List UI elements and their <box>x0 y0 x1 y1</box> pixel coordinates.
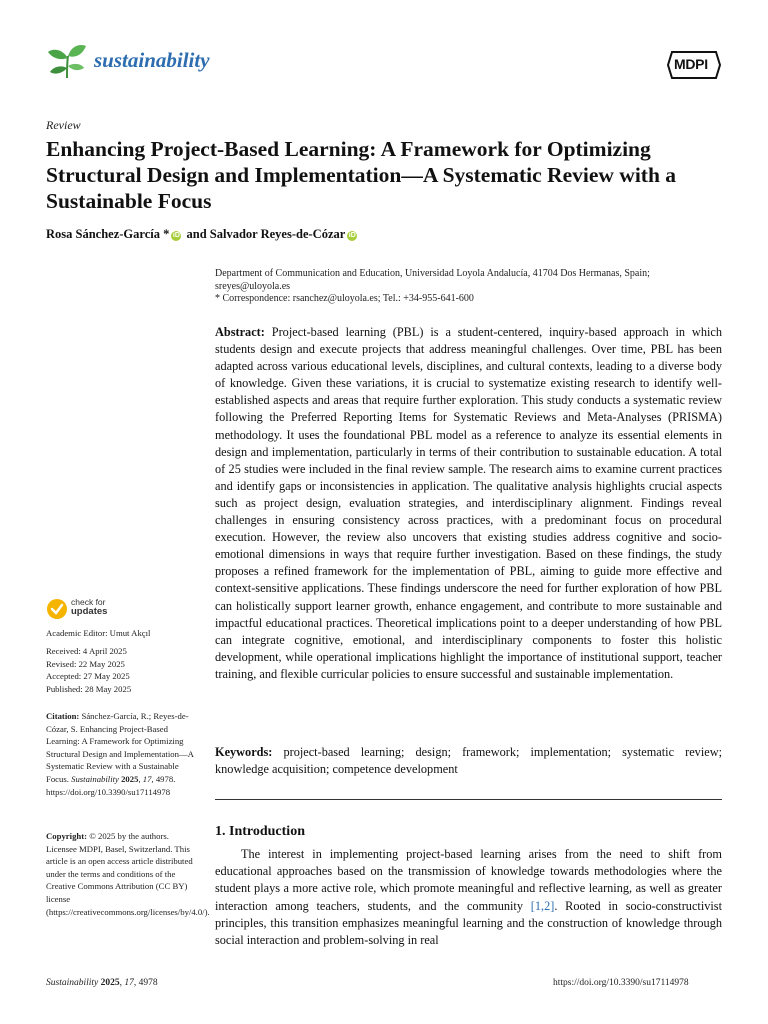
accepted-date: Accepted: 27 May 2025 <box>46 671 130 682</box>
abstract-text: Project-based learning (PBL) is a student-centered, inquiry-based approach in which students design and execute projects that address meaningful challenges. Over time, PBL has been adapted across various educational levels, disciplines, and cultural contexts, leading to a diverse body of knowledge. Given these variations, it is crucial to systematize existing research to identify well-established aspects and areas that require further exploration. This study conducts a systematic review following the Preferred Reporting Items for Systematic Reviews and Meta-Analyses (PRISMA) methodology. It uses the foundational PBL model as a reference to analyze its essential elements in design and implementation, particularly in terms of their contribution to sustainable education. A total of 25 studies were included in the final review sample. The research aims to examine current practices and identify gaps or inconsistencies in application. The qualitative analysis highlights crucial aspects such as project design, evaluation strategies, and interdisciplinary alignment. Findings reveal challenges in ensuring consistency across practices, with a predominant focus on procedural execution. However, the review also uncovers that existing studies address cognitive and socio-emotional dimensions in ways that require further investigation. Based on these findings, the study proposes a refined framework for the implementation of PBL, aiming to guide more effective and context-sensitive applications. These findings underscore the need for further exploration of how PBL can holistically support learner growth, enhance engagement, and contribute to more sustainable and impactful educational practices. Theoretical implications point to a deeper understanding of how PBL can integrate cognitive, emotional, and interdisciplinary components to foster this holistic development, while operational implications highlight the importance of institutional support, teacher training, and flexible curricular policies to ensure successful and sustainable implementation. <box>215 325 722 681</box>
keywords-label: Keywords: <box>215 745 273 759</box>
academic-editor: Academic Editor: Umut Akçıl <box>46 628 151 638</box>
footer-article: , 4978 <box>133 978 158 988</box>
dates-block <box>46 645 196 695</box>
author-name[interactable]: Rosa Sánchez-García * <box>46 227 170 241</box>
citation-journal: Sustainability <box>71 773 119 784</box>
section-heading: 1. Introduction <box>215 824 305 839</box>
keywords-text: project-based learning; design; framework; implementation; systematic review; knowledge acquisition; competence development <box>215 745 722 777</box>
published-date: Published: 28 May 2025 <box>46 683 132 694</box>
body-text: The interest in implementing project-based learning arises from the need to shift from educational approaches based on the transmission of knowledge towards methodologies where the student plays a more active role, which promote meaningful and reflective learning, as well as greater interaction among teachers, students, and the community <box>215 847 722 913</box>
check-updates-line1: check for <box>71 597 106 607</box>
correspondence-line: * Correspondence: rsanchez@uloyola.es; Tel.: +34-955-641-600 <box>215 293 474 304</box>
author-name[interactable]: Salvador Reyes-de-Cózar <box>209 227 346 241</box>
affiliation-email[interactable]: sreyes@uloyola.es <box>215 280 291 292</box>
citation-volume: 17 <box>142 773 152 784</box>
author-list <box>46 227 359 242</box>
copyright-text: © 2025 by the authors. Licensee MDPI, Basel, Switzerland. This article is an open access article distributed under the terms and conditions of the Creative Commons Attribution (CC BY) license (https://creativecommons.org/licenses/by/4.0/). <box>46 831 210 917</box>
citation-year: 2025 <box>121 773 139 784</box>
citation-text: Sánchez-García, R.; Reyes-de-Cózar, S. Enhancing Project-Based Learning: A Framework for Optimizing Structural Design and Implementation—A Systematic Review with a Sustainable Focus. <box>46 711 194 784</box>
check-updates-badge[interactable] <box>46 598 146 620</box>
copyright-label: Copyright: <box>46 831 88 841</box>
orcid-icon[interactable]: iD <box>348 232 356 239</box>
keywords <box>215 744 722 778</box>
copyright-block <box>46 830 210 918</box>
orcid-icon[interactable]: iD <box>172 232 180 239</box>
journal-name: sustainability <box>94 48 210 72</box>
author-separator: and <box>186 227 207 241</box>
publisher-logo[interactable] <box>666 50 722 85</box>
abstract <box>215 324 722 683</box>
citation-link[interactable]: [1,2] <box>530 898 555 913</box>
affiliation-line: Department of Communication and Education, Universidad Loyola Andalucía, 41704 Dos Hermanas, Spain; <box>215 268 650 279</box>
revised-date: Revised: 22 May 2025 <box>46 658 125 669</box>
footer-doi[interactable]: https://doi.org/10.3390/su17114978 <box>553 978 689 988</box>
leaf-icon <box>46 42 88 82</box>
citation-doi[interactable]: , 4978. https://doi.org/10.3390/su17114978 <box>46 773 176 797</box>
citation-label: Citation: <box>46 711 80 721</box>
paper-title: Enhancing Project-Based Learning: A Framework for Optimizing Structural Design and Implementation—A Systematic Review with a Sustainable Focus <box>46 137 677 213</box>
section-divider <box>215 799 722 800</box>
section-body <box>215 846 722 949</box>
check-updates-icon <box>46 598 68 620</box>
footer-volume: 17 <box>124 978 134 988</box>
affiliation-block <box>215 268 735 306</box>
footer-journal: Sustainability <box>46 978 99 988</box>
publisher-name: MDPI <box>674 56 708 72</box>
abstract-label: Abstract: <box>215 325 265 339</box>
article-type: Review <box>46 118 81 132</box>
body-text: . Rooted in socio-constructivist principles, this transition emphasizes meaningful learning and the construction of knowledge through social interaction and problem-solving in real <box>215 898 722 948</box>
footer-year: 2025 <box>100 978 120 988</box>
received-date: Received: 4 April 2025 <box>46 646 127 656</box>
footer-citation: Sustainability 2025, 17, 4978 <box>46 978 158 988</box>
check-updates-line2: updates <box>71 606 108 617</box>
citation-block: Citation: Sánchez-García, R.; Reyes-de-Cózar, S. Enhancing Project-Based Learning: A Framework for Optimizing Structural Design and Implementation—A Systematic Review with a Sustainable Focus. Sustainability 2025, 17, 4978. https://doi.org/10.3390/su17114978 <box>46 711 194 797</box>
